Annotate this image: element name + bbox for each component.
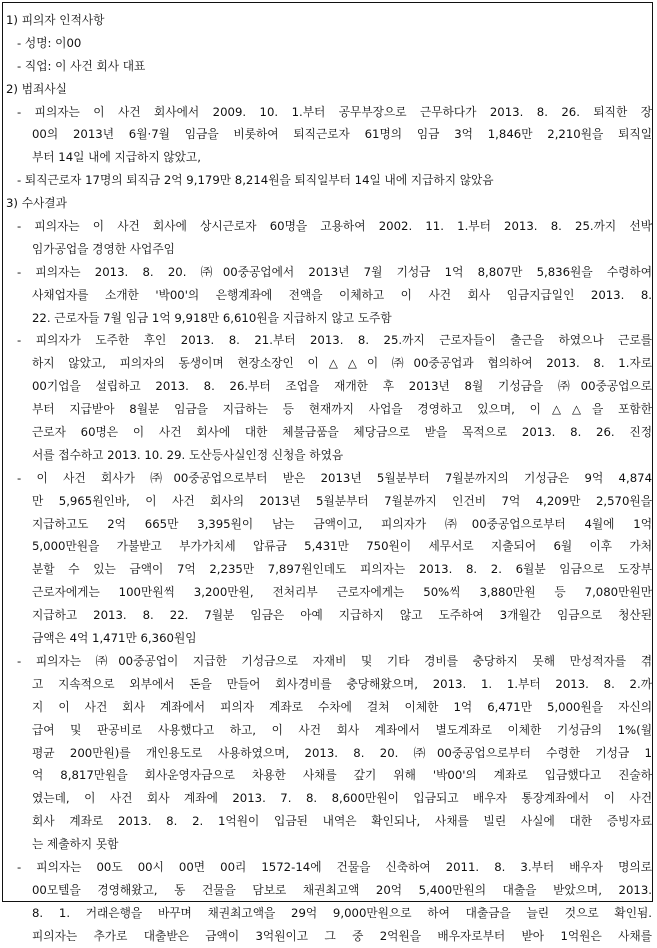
- section-heading: 2) 범죄사실: [6, 81, 67, 96]
- section-heading: 3) 수사결과: [6, 196, 67, 211]
- continuation-line: 만 5,965원인바, 이 사건 회사의 2013년 5월분부터 7월분까지 인건비 7억 4,209만 2,570원을: [32, 493, 652, 508]
- list-item-line: - 이 사건 회사가 ㈜00중공업으로부터 받은 2013년 5월분부터 7월분까지의 기성금은 9억 4,874: [17, 470, 652, 485]
- continuation-line: 금액은 4억 1,471만 6,360원임: [32, 631, 197, 646]
- section-heading: 1) 피의자 인적사항: [6, 13, 105, 27]
- continuation-line: 하지 않았고, 피의자의 동생이며 현장소장인 이△△이 ㈜00중공업과 협의하여 2013. 8. 1.자로: [32, 356, 652, 371]
- continuation-line: 부터 14일 내에 지급하지 않았고,: [32, 150, 201, 165]
- list-item-line: - 피의자는 이 사건 회사에 상시근로자 60명을 고용하여 2002. 11. 1.부터 2013. 8. 25.까지 선박: [17, 219, 652, 234]
- list-item-line: - 피의자는 00도 00시 00면 00리 1572-14에 건물을 신축하여 2011. 8. 3.부터 배우자 명의로: [17, 859, 652, 874]
- list-item-line: - 직업: 이 사건 회사 대표: [17, 58, 146, 73]
- continuation-line: 고 지속적으로 외부에서 돈을 만들어 회사경비를 충당해왔으며, 2013. 1. 1.부터 2013. 8. 2.까: [32, 676, 652, 691]
- list-item-line: - 피의자는 ㈜00중공업이 지급한 기성금으로 자재비 및 기타 경비를 충당하지 못해 만성적자를 겪: [17, 653, 652, 668]
- continuation-line: 피의자는 추가로 대출받은 금액이 3억원이고 그 중 2억원을 배우자로부터 받아 1억원은 사채를: [32, 928, 652, 943]
- continuation-line: 분할 수 있는 금액이 7억 2,235만 7,897원인데도 피의자는 2013. 8. 2. 6월분 임금으로 도장부: [32, 562, 652, 577]
- continuation-line: 서를 접수하고 2013. 10. 29. 도산등사실인정 신청을 하였음: [32, 447, 344, 462]
- continuation-line: 급여 및 판공비로 사용했다고 하고, 이 사건 회사 계좌에서 별도계좌로 이체한 기성금의 1%(월: [32, 722, 652, 737]
- continuation-line: 회사 계좌로 2013. 8. 2. 1억원이 입금된 내역은 확인되나, 사채를 빌린 사실에 대한 증빙자료: [32, 814, 652, 829]
- continuation-line: 사채업자를 소개한 '박00'의 은행계좌에 전액을 이체하고 이 사건 회사 임금지급일인 2013. 8.: [32, 287, 652, 302]
- continuation-line: 5,000만원을 가불받고 부가가치세 압류금 5,431만 750원이 세무서로 지출되어 6월 이후 가처: [32, 539, 652, 554]
- document-body: [6, 9, 652, 948]
- continuation-line: 지급하고도 2억 665만 3,395원이 남는 금액이고, 피의자가 ㈜00중공업으로부터 4월에 1억: [32, 516, 652, 531]
- continuation-line: 억 8,817만원을 회사운영자금으로 차용한 사채를 갚기 위해 '박00'의 계좌로 입금했다고 진술하: [32, 768, 652, 783]
- continuation-line: 평균 200만원)를 개인용도로 사용하였으며, 2013. 8. 20. ㈜00중공업으로부터 수령한 기성금 1: [32, 745, 652, 760]
- continuation-line: 지급하고 2013. 8. 22. 7월분 임금은 아예 지급하지 않고 도주하여 3개월간 임금으로 청산된: [32, 608, 652, 623]
- continuation-line: 근로자에게는 100만원씩 3,200만원, 전처리부 근로자에게는 50%씩 3,880만원 등 7,080만원만: [32, 585, 652, 600]
- list-item-line: - 피의자가 도주한 후인 2013. 8. 21.부터 2013. 8. 25.까지 근로자들이 출근을 하였으나 근로를: [17, 333, 652, 348]
- list-item-line: - 피의자는 이 사건 회사에서 2009. 10. 1.부터 공무부장으로 근무하다가 2013. 8. 26. 퇴직한 장: [17, 104, 652, 119]
- continuation-line: 였는데, 이 사건 회사 계좌에 2013. 7. 8. 8,600만원이 입금되고 배우자 통장계좌에서 이 사건: [32, 791, 652, 806]
- continuation-line: 00기업을 설립하고 2013. 8. 26.부터 조업을 재개한 후 2013년 8월 기성금을 ㈜00중공업으로: [32, 379, 652, 394]
- list-item-line: - 퇴직근로자 17명의 퇴직금 2억 9,179만 8,214원을 퇴직일부터 14일 내에 지급하지 않았음: [17, 173, 494, 188]
- continuation-line: 00의 2013년 6월·7월 임금을 비롯하여 퇴직근로자 61명의 임금 3억 1,846만 2,210원을 퇴직일: [32, 127, 652, 142]
- list-item-line: - 피의자는 2013. 8. 20. ㈜00중공업에서 2013년 7월 기성금 1억 8,807만 5,836원을 수령하여: [17, 264, 652, 279]
- document-frame: [2, 2, 653, 943]
- continuation-line: 8. 1. 거래은행을 바꾸며 채권최고액을 29억 9,000만원으로 하여 대출금을 늘린 것으로 확인됨.: [32, 905, 652, 920]
- continuation-line: 22. 근로자들 7월 임금 1억 9,918만 6,610원을 지급하지 않고 도주함: [32, 310, 392, 325]
- continuation-line: 근로자 60명은 이 사건 회사에 대한 체불금품을 체당금으로 받을 목적으로 2013. 8. 26. 진정: [32, 425, 652, 440]
- continuation-line: 00모텔을 경영해왔고, 동 건물을 담보로 채권최고액 20억 5,400만원의 대출을 받았으며, 2013.: [32, 882, 652, 897]
- continuation-line: 는 제출하지 못함: [32, 837, 119, 852]
- continuation-line: 부터 지급받아 8월분 임금을 지급하는 등 현재까지 사업을 경영하고 있으며, 이△△을 포함한: [32, 402, 652, 417]
- continuation-line: 임가공업을 경영한 사업주임: [32, 241, 175, 256]
- list-item-line: - 성명: 이00: [17, 35, 82, 50]
- continuation-line: 지 이 사건 회사 계좌에서 피의자 계좌로 수차에 걸쳐 이체한 1억 6,471만 5,000원을 자신의: [32, 699, 652, 714]
